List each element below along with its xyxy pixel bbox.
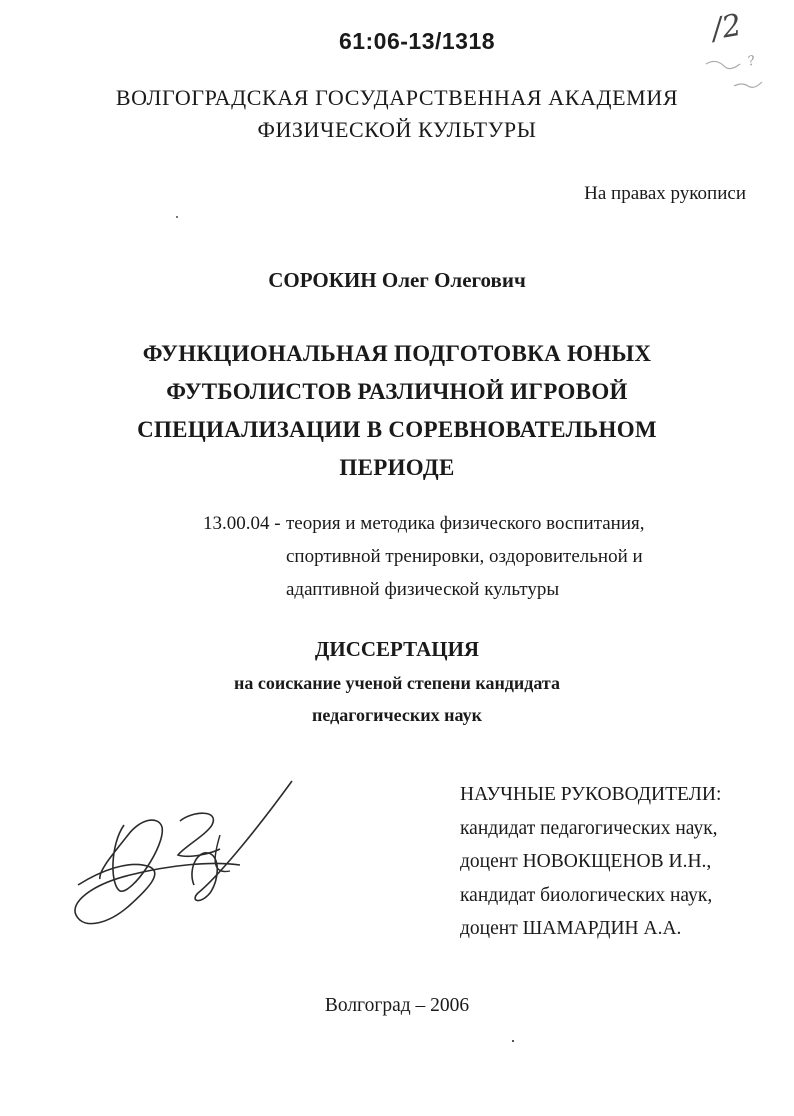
institution-line-2: ФИЗИЧЕСКОЙ КУЛЬТУРЫ <box>257 117 537 142</box>
corner-mark-scribble: ? <box>746 53 757 70</box>
corner-mark-number: /2 <box>709 7 745 48</box>
supervisor-line-3: кандидат биологических наук, <box>460 885 713 906</box>
dissertation-heading: ДИССЕРТАЦИЯ <box>314 637 480 661</box>
city-year: Волгоград – 2006 <box>324 995 470 1016</box>
title-line-3: СПЕЦИАЛИЗАЦИИ В СОРЕВНОВАТЕЛЬНОМ <box>137 417 657 442</box>
specialty-line-2: спортивной тренировки, оздоровительной и <box>286 546 643 567</box>
supervisor-line-4: доцент ШАМАРДИН А.А. <box>460 918 682 939</box>
institution-line-1: ВОЛГОГРАДСКАЯ ГОСУДАРСТВЕННАЯ АКАДЕМИЯ <box>115 85 679 110</box>
author-signature <box>70 775 310 945</box>
rights-note: На правах рукописи <box>584 183 746 204</box>
specialty-line-1: теория и методика физического воспитания, <box>286 513 645 534</box>
supervisor-line-1: кандидат педагогических наук, <box>460 818 718 839</box>
title-line-2: ФУТБОЛИСТОВ РАЗЛИЧНОЙ ИГРОВОЙ <box>166 379 628 404</box>
catalog-code: 61:06-13/1318 <box>338 28 496 54</box>
author-name: СОРОКИН Олег Олегович <box>268 268 526 292</box>
title-line-4: ПЕРИОДЕ <box>339 455 455 480</box>
dissertation-field: педагогических наук <box>312 705 482 725</box>
title-line-1: ФУНКЦИОНАЛЬНАЯ ПОДГОТОВКА ЮНЫХ <box>142 341 652 366</box>
supervisor-line-2: доцент НОВОКЩЕНОВ И.Н., <box>460 851 712 872</box>
specialty-line-3: адаптивной физической культуры <box>286 579 560 600</box>
scan-speck <box>512 1040 514 1042</box>
scan-speck <box>176 216 178 218</box>
dissertation-degree: на соискание ученой степени кандидата <box>233 673 560 693</box>
supervisors-heading: НАУЧНЫЕ РУКОВОДИТЕЛИ: <box>460 784 722 805</box>
specialty-code: 13.00.04 - <box>203 513 281 534</box>
